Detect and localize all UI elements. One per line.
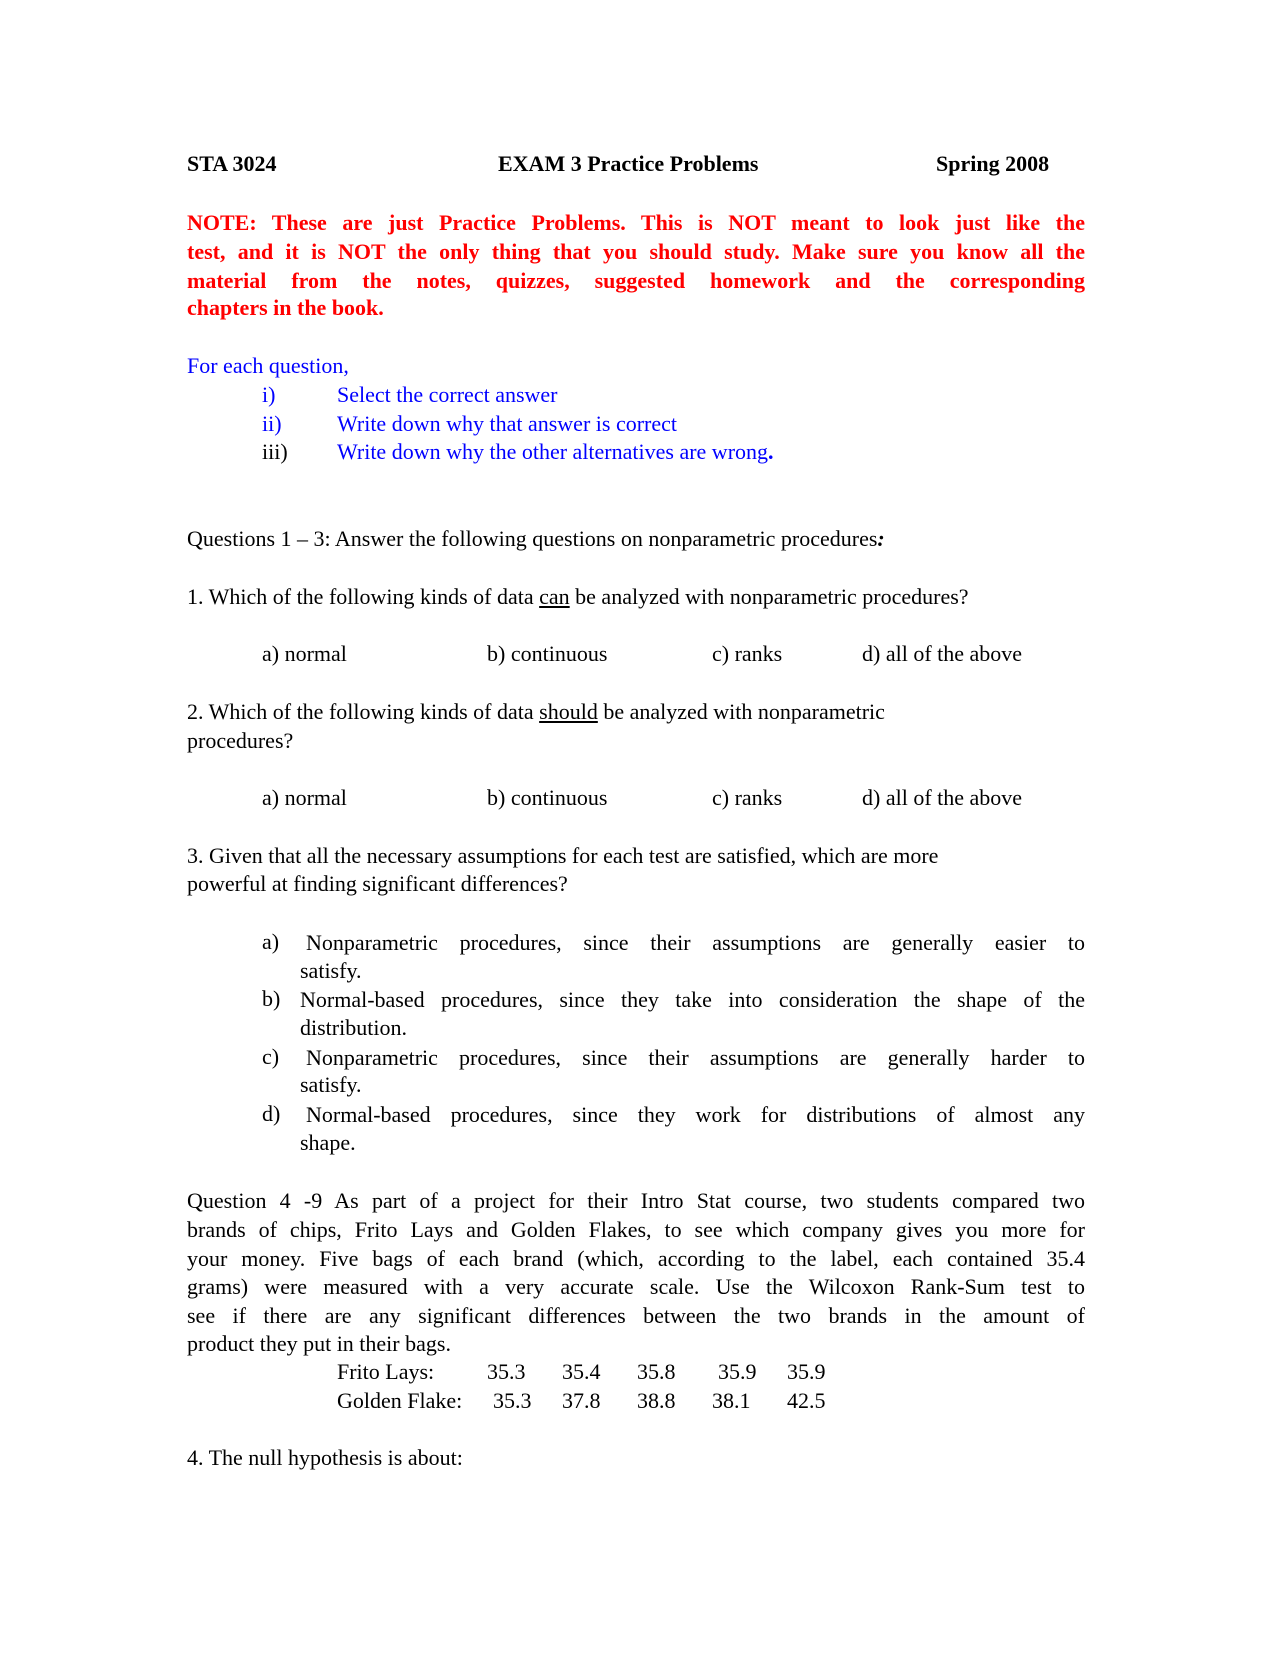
- q4-9-line-6: product they put in their bags.: [187, 1331, 451, 1356]
- q4-9-line-1: Question 4 -9 As part of a project for their Intro Stat course, two students compared two: [187, 1188, 1085, 1213]
- q3-option-marker: a): [262, 929, 280, 954]
- note-line-4: chapters in the book.: [187, 295, 384, 320]
- table-cell: 35.9: [787, 1359, 826, 1384]
- q1-option-c: c) ranks: [712, 641, 783, 666]
- table-cell: 35.4: [562, 1359, 601, 1384]
- q3-option-c: Nonparametric procedures, since their assumptions are generally harder to: [306, 1045, 1085, 1070]
- table-cell: 35.9: [718, 1359, 757, 1384]
- question-2: 2. Which of the following kinds of data should be analyzed with nonparametric: [187, 699, 885, 724]
- q3-option-c-cont: satisfy.: [300, 1072, 362, 1097]
- question-3-line-2: powerful at finding significant differences?: [187, 871, 568, 896]
- instruction-marker: i): [262, 382, 276, 407]
- q2-option-b: b) continuous: [487, 785, 608, 810]
- question-4: 4. The null hypothesis is about:: [187, 1445, 463, 1470]
- q1-option-a: a) normal: [262, 641, 347, 666]
- q3-option-marker: b): [262, 986, 281, 1011]
- instruction-text: Select the correct answer: [337, 382, 558, 407]
- q3-option-marker: d): [262, 1101, 281, 1126]
- q3-option-b-cont: distribution.: [300, 1015, 407, 1040]
- table-cell: 37.8: [562, 1388, 601, 1413]
- q4-9-line-5: see if there are any significant differences between the two brands in the amount of: [187, 1303, 1085, 1328]
- instruction-text: Write down why that answer is correct: [337, 411, 678, 436]
- table-row-label: Golden Flake:: [337, 1388, 463, 1413]
- table-row-label: Frito Lays:: [337, 1359, 435, 1384]
- table-cell: 35.3: [487, 1359, 526, 1384]
- question-3: 3. Given that all the necessary assumptions for each test are satisfied, which are more: [187, 843, 939, 868]
- instruction-period: .: [768, 439, 774, 464]
- instruction-marker: ii): [262, 411, 282, 436]
- q2-option-c: c) ranks: [712, 785, 783, 810]
- instructions-intro: For each question,: [187, 353, 349, 378]
- course-code: STA 3024: [187, 151, 277, 176]
- exam-title: EXAM 3 Practice Problems: [498, 151, 759, 176]
- q3-option-marker: c): [262, 1044, 280, 1069]
- q4-9-line-2: brands of chips, Frito Lays and Golden Flakes, to see which company gives you more for: [187, 1217, 1085, 1242]
- q2-option-d: d) all of the above: [862, 785, 1023, 810]
- section-heading: Questions 1 – 3: Answer the following questions on nonparametric procedures:: [187, 526, 885, 551]
- note-line-2: test, and it is NOT the only thing that you should study. Make sure you know all the: [187, 239, 1085, 264]
- table-cell: 35.3: [493, 1388, 532, 1413]
- q3-option-a-cont: satisfy.: [300, 958, 362, 983]
- table-cell: 38.1: [712, 1388, 751, 1413]
- instruction-text: Write down why the other alternatives are wrong.: [337, 439, 774, 464]
- term: Spring 2008: [936, 151, 1050, 176]
- table-cell: 42.5: [787, 1388, 826, 1413]
- question-1: 1. Which of the following kinds of data can be analyzed with nonparametric procedures?: [187, 584, 969, 609]
- table-cell: 38.8: [637, 1388, 676, 1413]
- q4-9-line-4: grams) were measured with a very accurate scale. Use the Wilcoxon Rank-Sum test to: [187, 1274, 1085, 1299]
- q3-option-d: Normal-based procedures, since they work for distributions of almost any: [306, 1102, 1085, 1127]
- q1-option-d: d) all of the above: [862, 641, 1023, 666]
- note-line-1: NOTE: These are just Practice Problems. This is NOT meant to look just like the: [187, 210, 1085, 235]
- q2-option-a: a) normal: [262, 785, 347, 810]
- q3-option-d-cont: shape.: [300, 1130, 356, 1155]
- q4-9-line-3: your money. Five bags of each brand (which, according to the label, each contained 35.4: [187, 1246, 1085, 1271]
- note-line-3: material from the notes, quizzes, suggested homework and the corresponding: [187, 268, 1085, 293]
- table-cell: 35.8: [637, 1359, 676, 1384]
- q1-option-b: b) continuous: [487, 641, 608, 666]
- q3-option-a: Nonparametric procedures, since their assumptions are generally easier to: [306, 930, 1085, 955]
- question-2-line-2: procedures?: [187, 728, 294, 753]
- instruction-marker: iii): [262, 439, 288, 464]
- q3-option-b: Normal-based procedures, since they take into consideration the shape of the: [300, 987, 1085, 1012]
